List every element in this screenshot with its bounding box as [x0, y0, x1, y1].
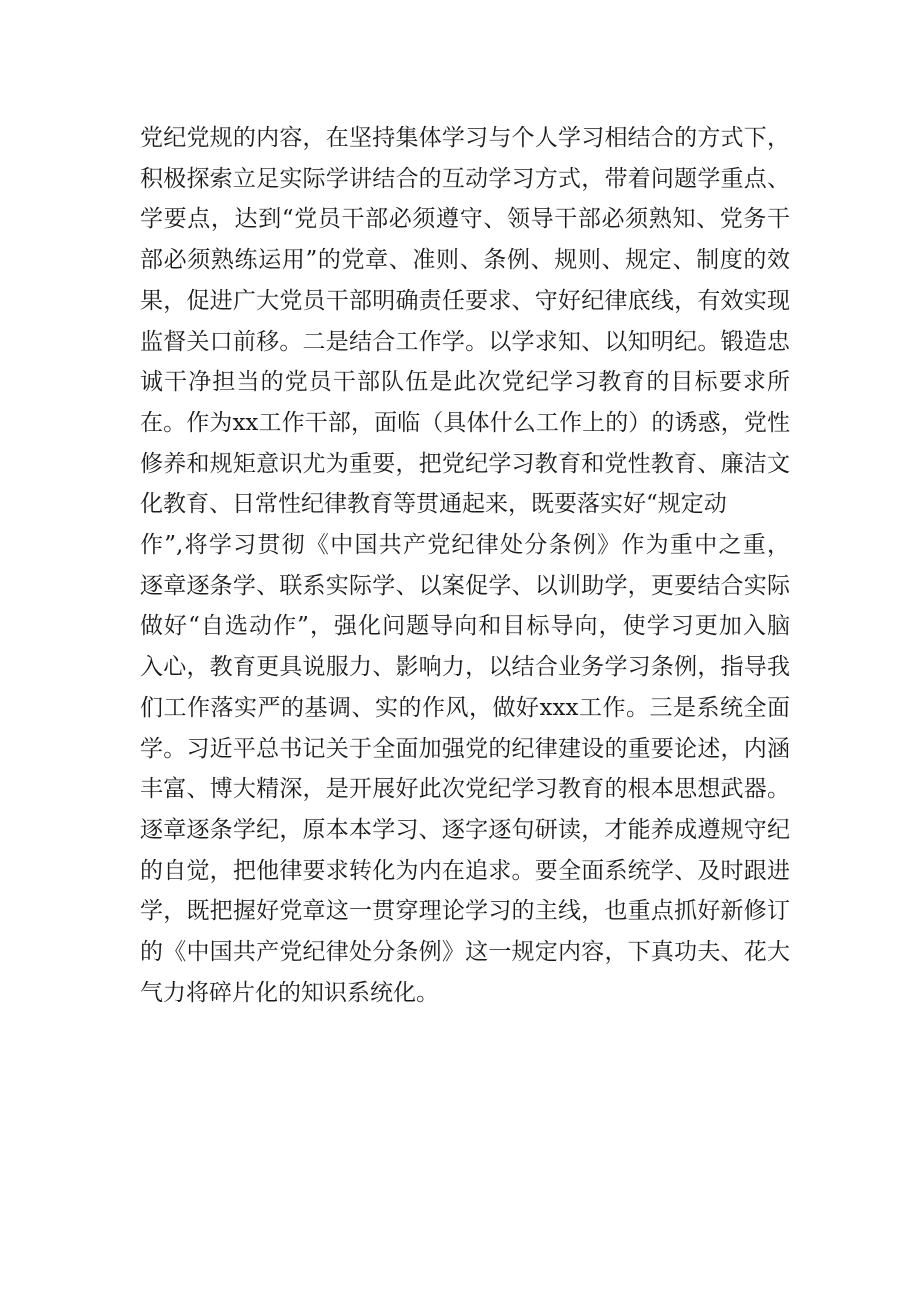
text-line-8: 在。作为xx工作干部，面临（具体什么工作上的）的诱惑，党性: [140, 409, 790, 436]
text-line-20: 学，既把握好党章这一贯穿理论学习的主线，也重点抓好新修订: [140, 898, 790, 925]
text-line-11: 作”,将学习贯彻《中国共产党纪律处分条例》作为重中之重，: [140, 532, 790, 559]
text-line-13: 做好“自选动作”，强化问题导向和目标导向，使学习更加入脑: [140, 613, 790, 640]
text-line-6: 监督关口前移。二是结合工作学。以学求知、以知明纪。锻造忠: [140, 328, 790, 355]
text-line-9: 修养和规矩意识尤为重要，把党纪学习教育和党性教育、廉洁文: [140, 450, 790, 477]
text-line-15: 们工作落实严的基调、实的作风，做好xxx工作。三是系统全面: [140, 694, 790, 721]
text-line-10: 化教育、日常性纪律教育等贯通起来，既要落实好“规定动: [140, 491, 727, 518]
text-line-16: 学。习近平总书记关于全面加强党的纪律建设的重要论述，内涵: [140, 735, 790, 762]
text-line-3: 学要点，达到“党员干部必须遵守、领导干部必须熟知、党务干: [140, 206, 790, 233]
text-line-22: 气力将碎片化的知识系统化。: [140, 979, 439, 1006]
text-line-4: 部必须熟练运用”的党章、准则、条例、规则、规定、制度的效: [140, 247, 790, 274]
text-line-1: 党纪党规的内容，在坚持集体学习与个人学习相结合的方式下，: [140, 125, 790, 151]
text-line-7: 诚干净担当的党员干部队伍是此次党纪学习教育的目标要求所: [140, 369, 790, 396]
text-line-2: 积极探索立足实际学讲结合的互动学习方式，带着问题学重点、: [140, 165, 790, 192]
text-line-14: 入心，教育更具说服力、影响力，以结合业务学习条例，指导我: [140, 654, 790, 681]
text-line-18: 逐章逐条学纪，原本本学习、逐字逐句研读，才能养成遵规守纪: [140, 816, 790, 843]
text-line-19: 的自觉，把他律要求转化为内在追求。要全面系统学、及时跟进: [140, 857, 790, 884]
text-line-17: 丰富、博大精深，是开展好此次党纪学习教育的根本思想武器。: [140, 776, 790, 803]
text-line-5: 果，促进广大党员干部明确责任要求、守好纪律底线，有效实现: [140, 287, 790, 314]
text-line-21: 的《中国共产党纪律处分条例》这一规定内容，下真功夫、花大: [140, 939, 790, 966]
text-line-12: 逐章逐条学、联系实际学、以案促学、以训助学，更要结合实际: [140, 572, 790, 599]
body-paragraph: [140, 118, 790, 1013]
